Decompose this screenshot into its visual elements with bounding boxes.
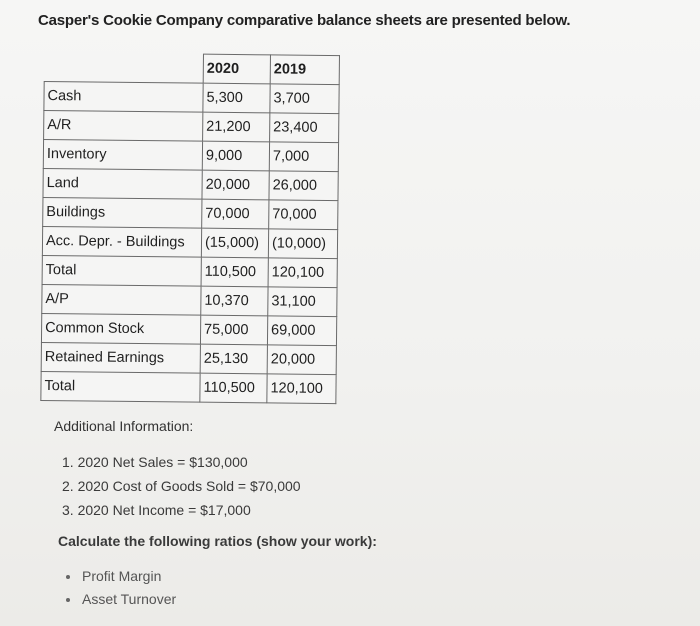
- value-2019: 120,100: [268, 258, 337, 288]
- table-row: [41, 371, 336, 403]
- table-row: [42, 284, 337, 316]
- table-row: [41, 342, 336, 374]
- row-label: A/P: [42, 284, 201, 315]
- bullet-icon: [66, 575, 70, 579]
- value-2020: 20,000: [202, 170, 269, 200]
- value-2019: 120,100: [267, 374, 336, 404]
- value-2020: 10,370: [201, 286, 268, 316]
- row-label: Inventory: [43, 140, 202, 171]
- table-header-row: [44, 53, 339, 85]
- page-title: Casper's Cookie Company comparative balance sheets are presented below.: [38, 12, 571, 29]
- value-2020: 110,500: [200, 373, 267, 403]
- header-2020: 2020: [203, 54, 270, 84]
- table-row: [43, 140, 338, 172]
- table-row: [43, 168, 338, 200]
- value-2020: 75,000: [200, 315, 267, 345]
- row-label: Common Stock: [41, 313, 200, 344]
- table-row: [44, 111, 339, 143]
- value-2019: 70,000: [269, 200, 338, 230]
- row-label: Land: [43, 168, 202, 199]
- ratio-label: Asset Turnover: [82, 591, 177, 607]
- value-2020: (15,000): [201, 228, 268, 258]
- balance-sheet-table: [40, 52, 340, 404]
- value-2020: 70,000: [202, 199, 269, 229]
- value-2019: 26,000: [269, 171, 338, 201]
- value-2019: 69,000: [267, 316, 336, 346]
- header-blank-cell: [44, 53, 203, 84]
- table-row: [43, 197, 338, 229]
- list-item: [66, 589, 176, 612]
- instruction-text: Calculate the following ratios (show your work):: [58, 533, 377, 549]
- table-row: [42, 226, 337, 258]
- list-item: 3. 2020 Net Income = $17,000: [62, 502, 251, 518]
- row-label: Retained Earnings: [41, 342, 200, 373]
- list-item: [66, 566, 176, 589]
- value-2019: 3,700: [270, 84, 339, 114]
- header-2019: 2019: [270, 55, 339, 85]
- row-label: Total: [42, 255, 201, 286]
- value-2020: 21,200: [203, 112, 270, 142]
- row-label: Buildings: [43, 197, 202, 228]
- table-row: [42, 255, 337, 287]
- value-2019: 31,100: [268, 287, 337, 317]
- value-2019: 20,000: [267, 345, 336, 375]
- bullet-icon: [66, 598, 70, 602]
- value-2020: 5,300: [203, 83, 270, 113]
- value-2019: (10,000): [268, 229, 337, 259]
- value-2019: 7,000: [269, 142, 338, 172]
- ratio-label: Profit Margin: [82, 568, 162, 584]
- value-2019: 23,400: [270, 113, 339, 143]
- value-2020: 110,500: [201, 257, 268, 287]
- row-label: Total: [41, 371, 200, 402]
- ratio-list: [66, 566, 176, 612]
- additional-info-list: [62, 452, 301, 524]
- row-label: Acc. Depr. - Buildings: [42, 226, 201, 257]
- list-item: 2. 2020 Cost of Goods Sold = $70,000: [62, 478, 301, 494]
- table-row: [44, 82, 339, 114]
- row-label: A/R: [44, 111, 203, 142]
- additional-info-heading: Additional Information:: [54, 418, 194, 434]
- row-label: Cash: [44, 82, 203, 113]
- table-row: [41, 313, 336, 345]
- value-2020: 25,130: [200, 344, 267, 374]
- list-item: 1. 2020 Net Sales = $130,000: [62, 454, 248, 470]
- value-2020: 9,000: [202, 141, 269, 171]
